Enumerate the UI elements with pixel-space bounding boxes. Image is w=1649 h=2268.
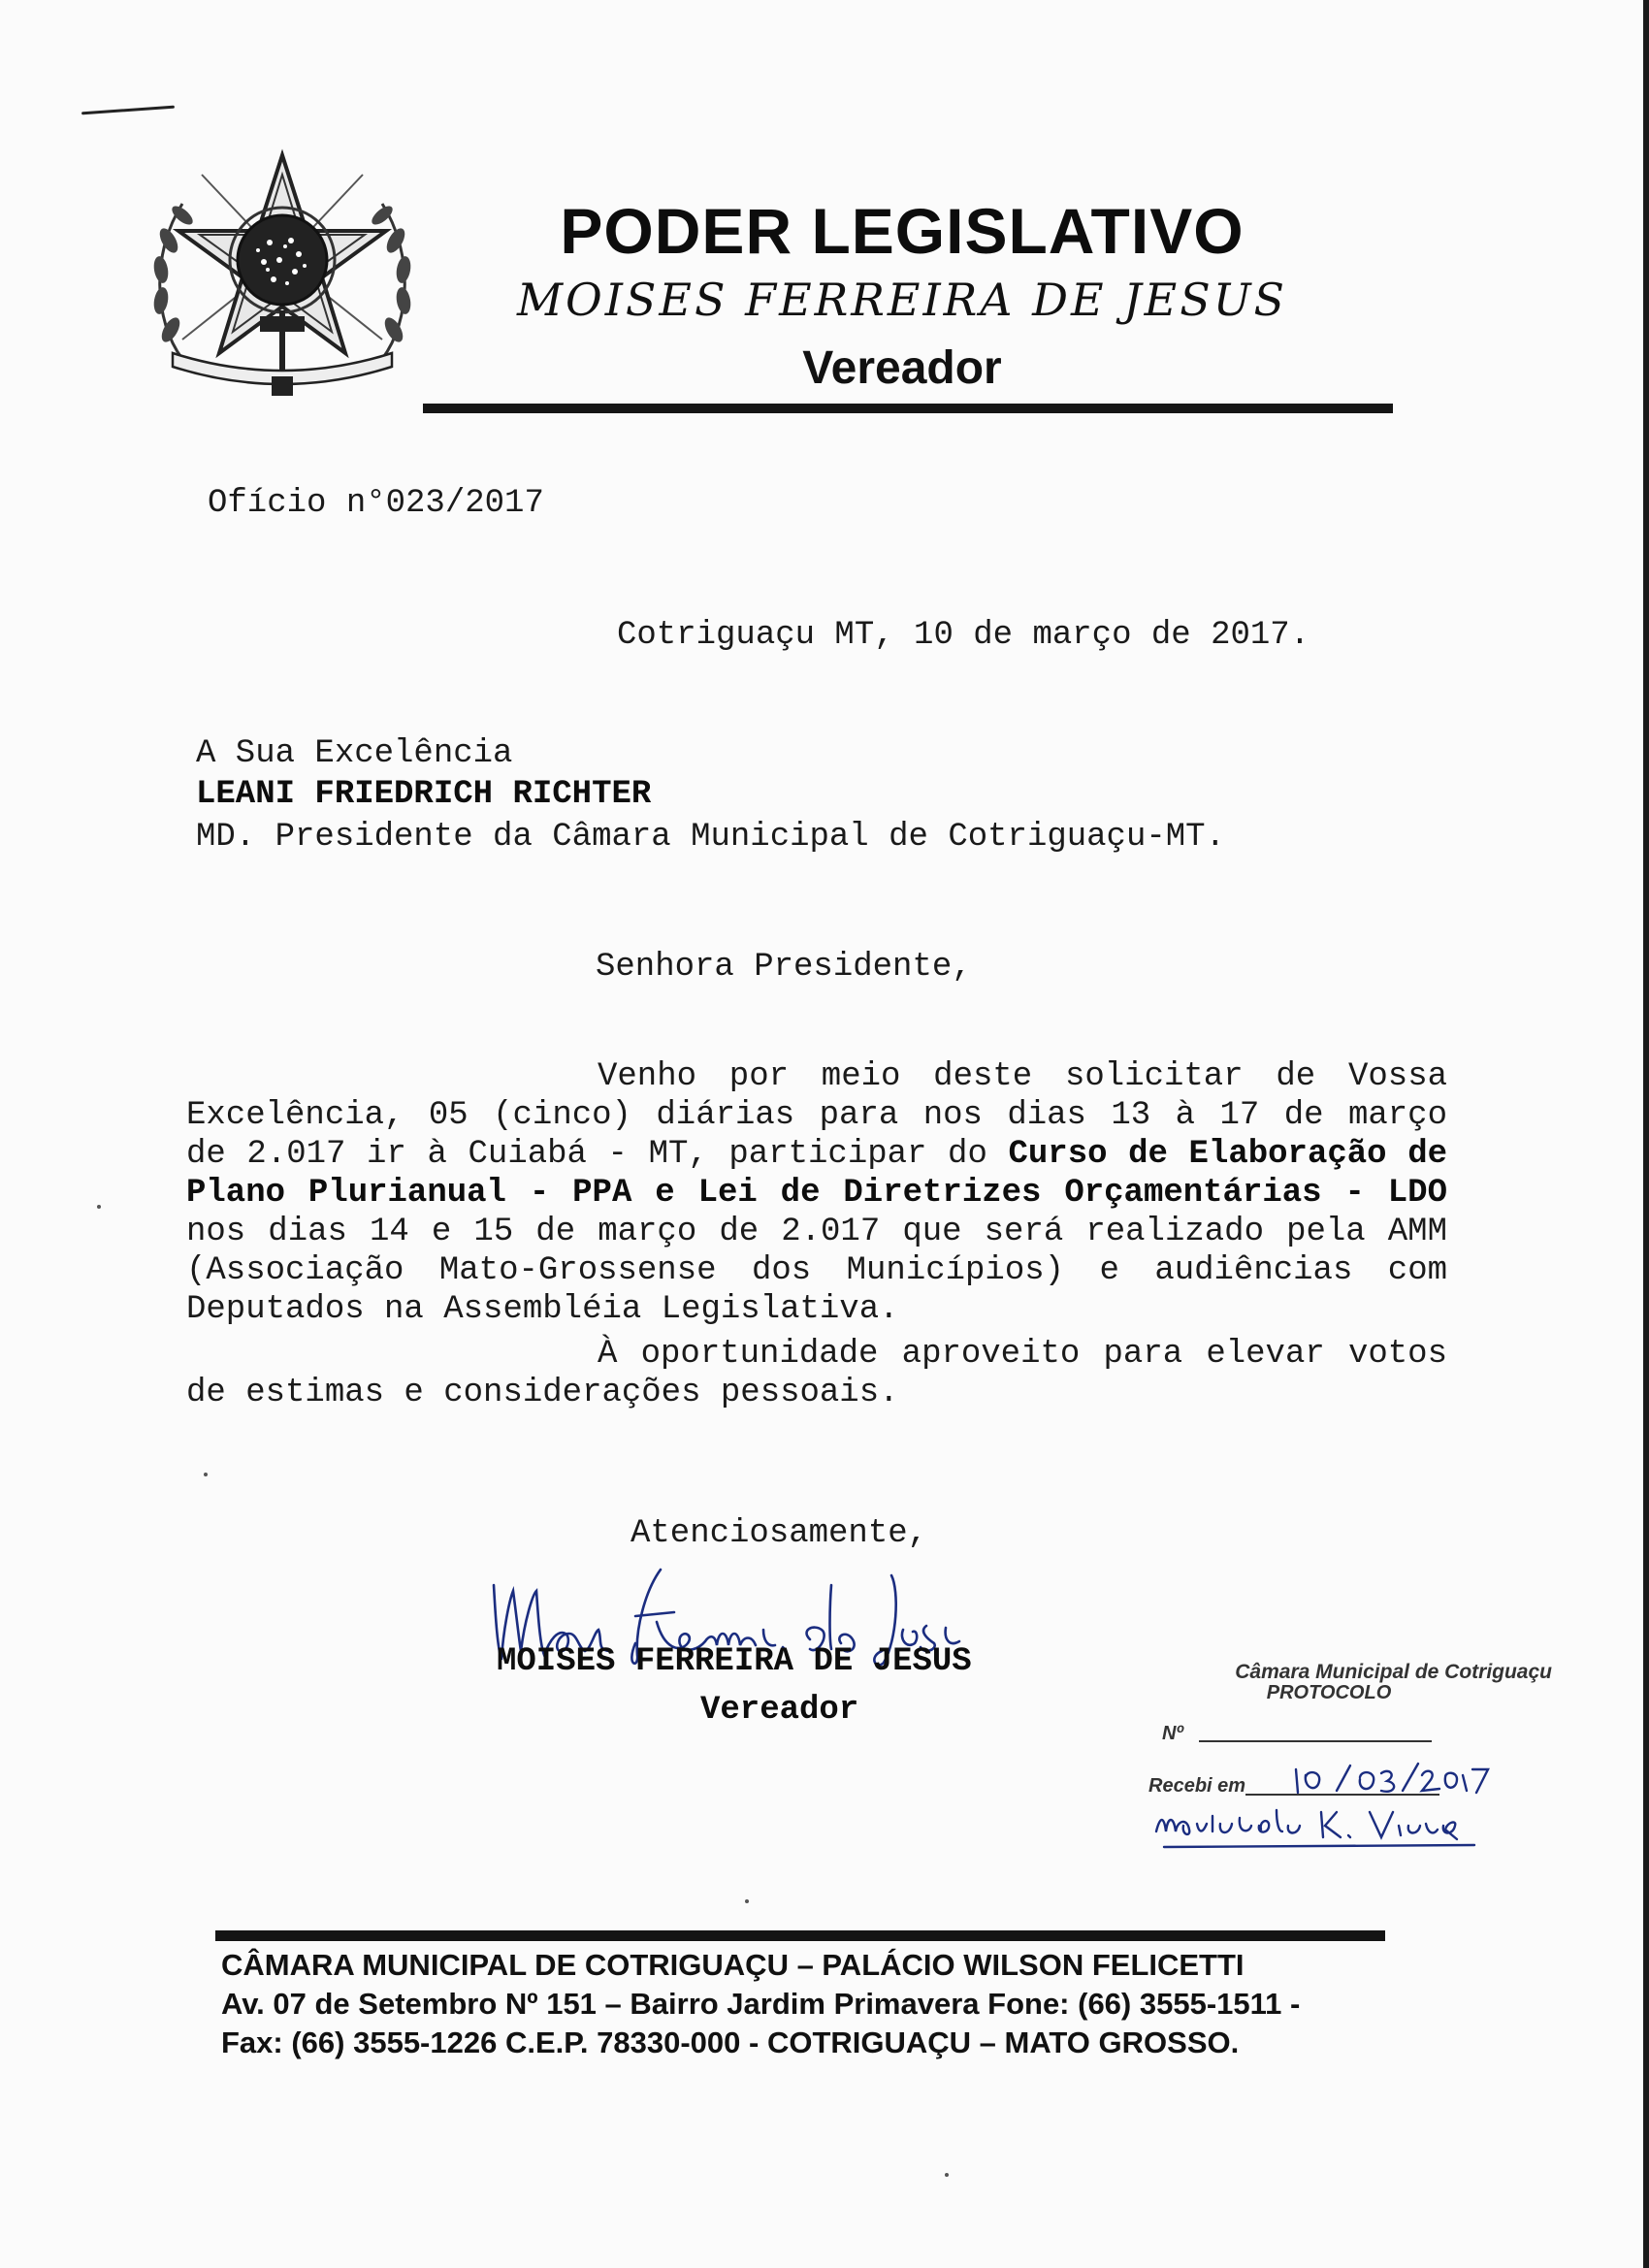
stamp-subtitle: PROTOCOLO: [1266, 1682, 1392, 1703]
body-p1-end: nos dias 14 e 15 de março de 2.017 que será realizado pela AMM (Associação Mato-Grossense dos Municípios) e audiências com Deputados na Assembléia Legislativa.: [186, 1214, 1447, 1328]
stamp-number-line: [1199, 1740, 1432, 1742]
stamp-number-label: Nº: [1162, 1723, 1183, 1744]
header-divider: [423, 404, 1393, 413]
header-title: PODER LEGISLATIVO: [560, 195, 1245, 267]
stamp-received-label: Recebi em: [1148, 1775, 1246, 1797]
scan-speck: [204, 1473, 208, 1476]
oficio-number: Ofício n°023/2017: [208, 485, 544, 522]
footer-divider: [215, 1930, 1385, 1941]
scan-speck: [945, 2173, 949, 2177]
body-paragraph-2: À oportunidade aproveito para elevar votos de estimas e considerações pessoais.: [186, 1336, 1447, 1411]
protocol-stamp: [1106, 1661, 1552, 1855]
coat-of-arms-emblem: [144, 146, 421, 407]
footer-line-3: Fax: (66) 3555-1226 C.E.P. 78330-000 - COTRIGUAÇU – MATO GROSSO.: [221, 2025, 1240, 2059]
stamp-handwriting: [1106, 1748, 1552, 1855]
date-line: Cotriguaçu MT, 10 de março de 2017.: [617, 617, 1310, 654]
header-role: Vereador: [802, 342, 1002, 394]
recipient-title: MD. Presidente da Câmara Municipal de Cotriguaçu-MT.: [196, 819, 1225, 856]
recipient-salutation: A Sua Excelência: [196, 735, 513, 772]
stamp-title: Câmara Municipal de Cotriguaçu: [1235, 1661, 1552, 1683]
recipient-name: LEANI FRIEDRICH RICHTER: [196, 776, 652, 813]
body-p1-start: Venho por meio deste solicitar de Vossa Excelência, 05 (cinco) diárias para nos dias 13 à 17 de março de 2.017 ir à Cuiabá - MT, participar do: [186, 1058, 1447, 1173]
scan-speck: [97, 1205, 101, 1209]
signer-role: Vereador: [700, 1692, 859, 1729]
body-paragraph-1: [186, 1057, 1447, 1329]
letter-body: [186, 1057, 1447, 1412]
body-p1-course: Curso de Elaboração de Plano Plurianual - PPA e Lei de Diretrizes Orçamentárias - LDO: [186, 1136, 1448, 1212]
header-name: MOISES FERREIRA DE JESUS: [516, 274, 1288, 326]
greeting: Senhora Presidente,: [596, 949, 972, 986]
scan-mark: [81, 106, 175, 115]
closing: Atenciosamente,: [630, 1515, 928, 1552]
signer-name: MOISES FERREIRA DE JESUS: [497, 1643, 972, 1680]
scan-speck: [745, 1899, 749, 1903]
footer-line-2: Av. 07 de Setembro Nº 151 – Bairro Jardim Primavera Fone: (66) 3555-1511 -: [221, 1987, 1301, 2021]
footer-line-1: CÂMARA MUNICIPAL DE COTRIGUAÇU – PALÁCIO WILSON FELICETTI: [221, 1948, 1245, 1982]
scan-edge: [1643, 0, 1649, 2268]
